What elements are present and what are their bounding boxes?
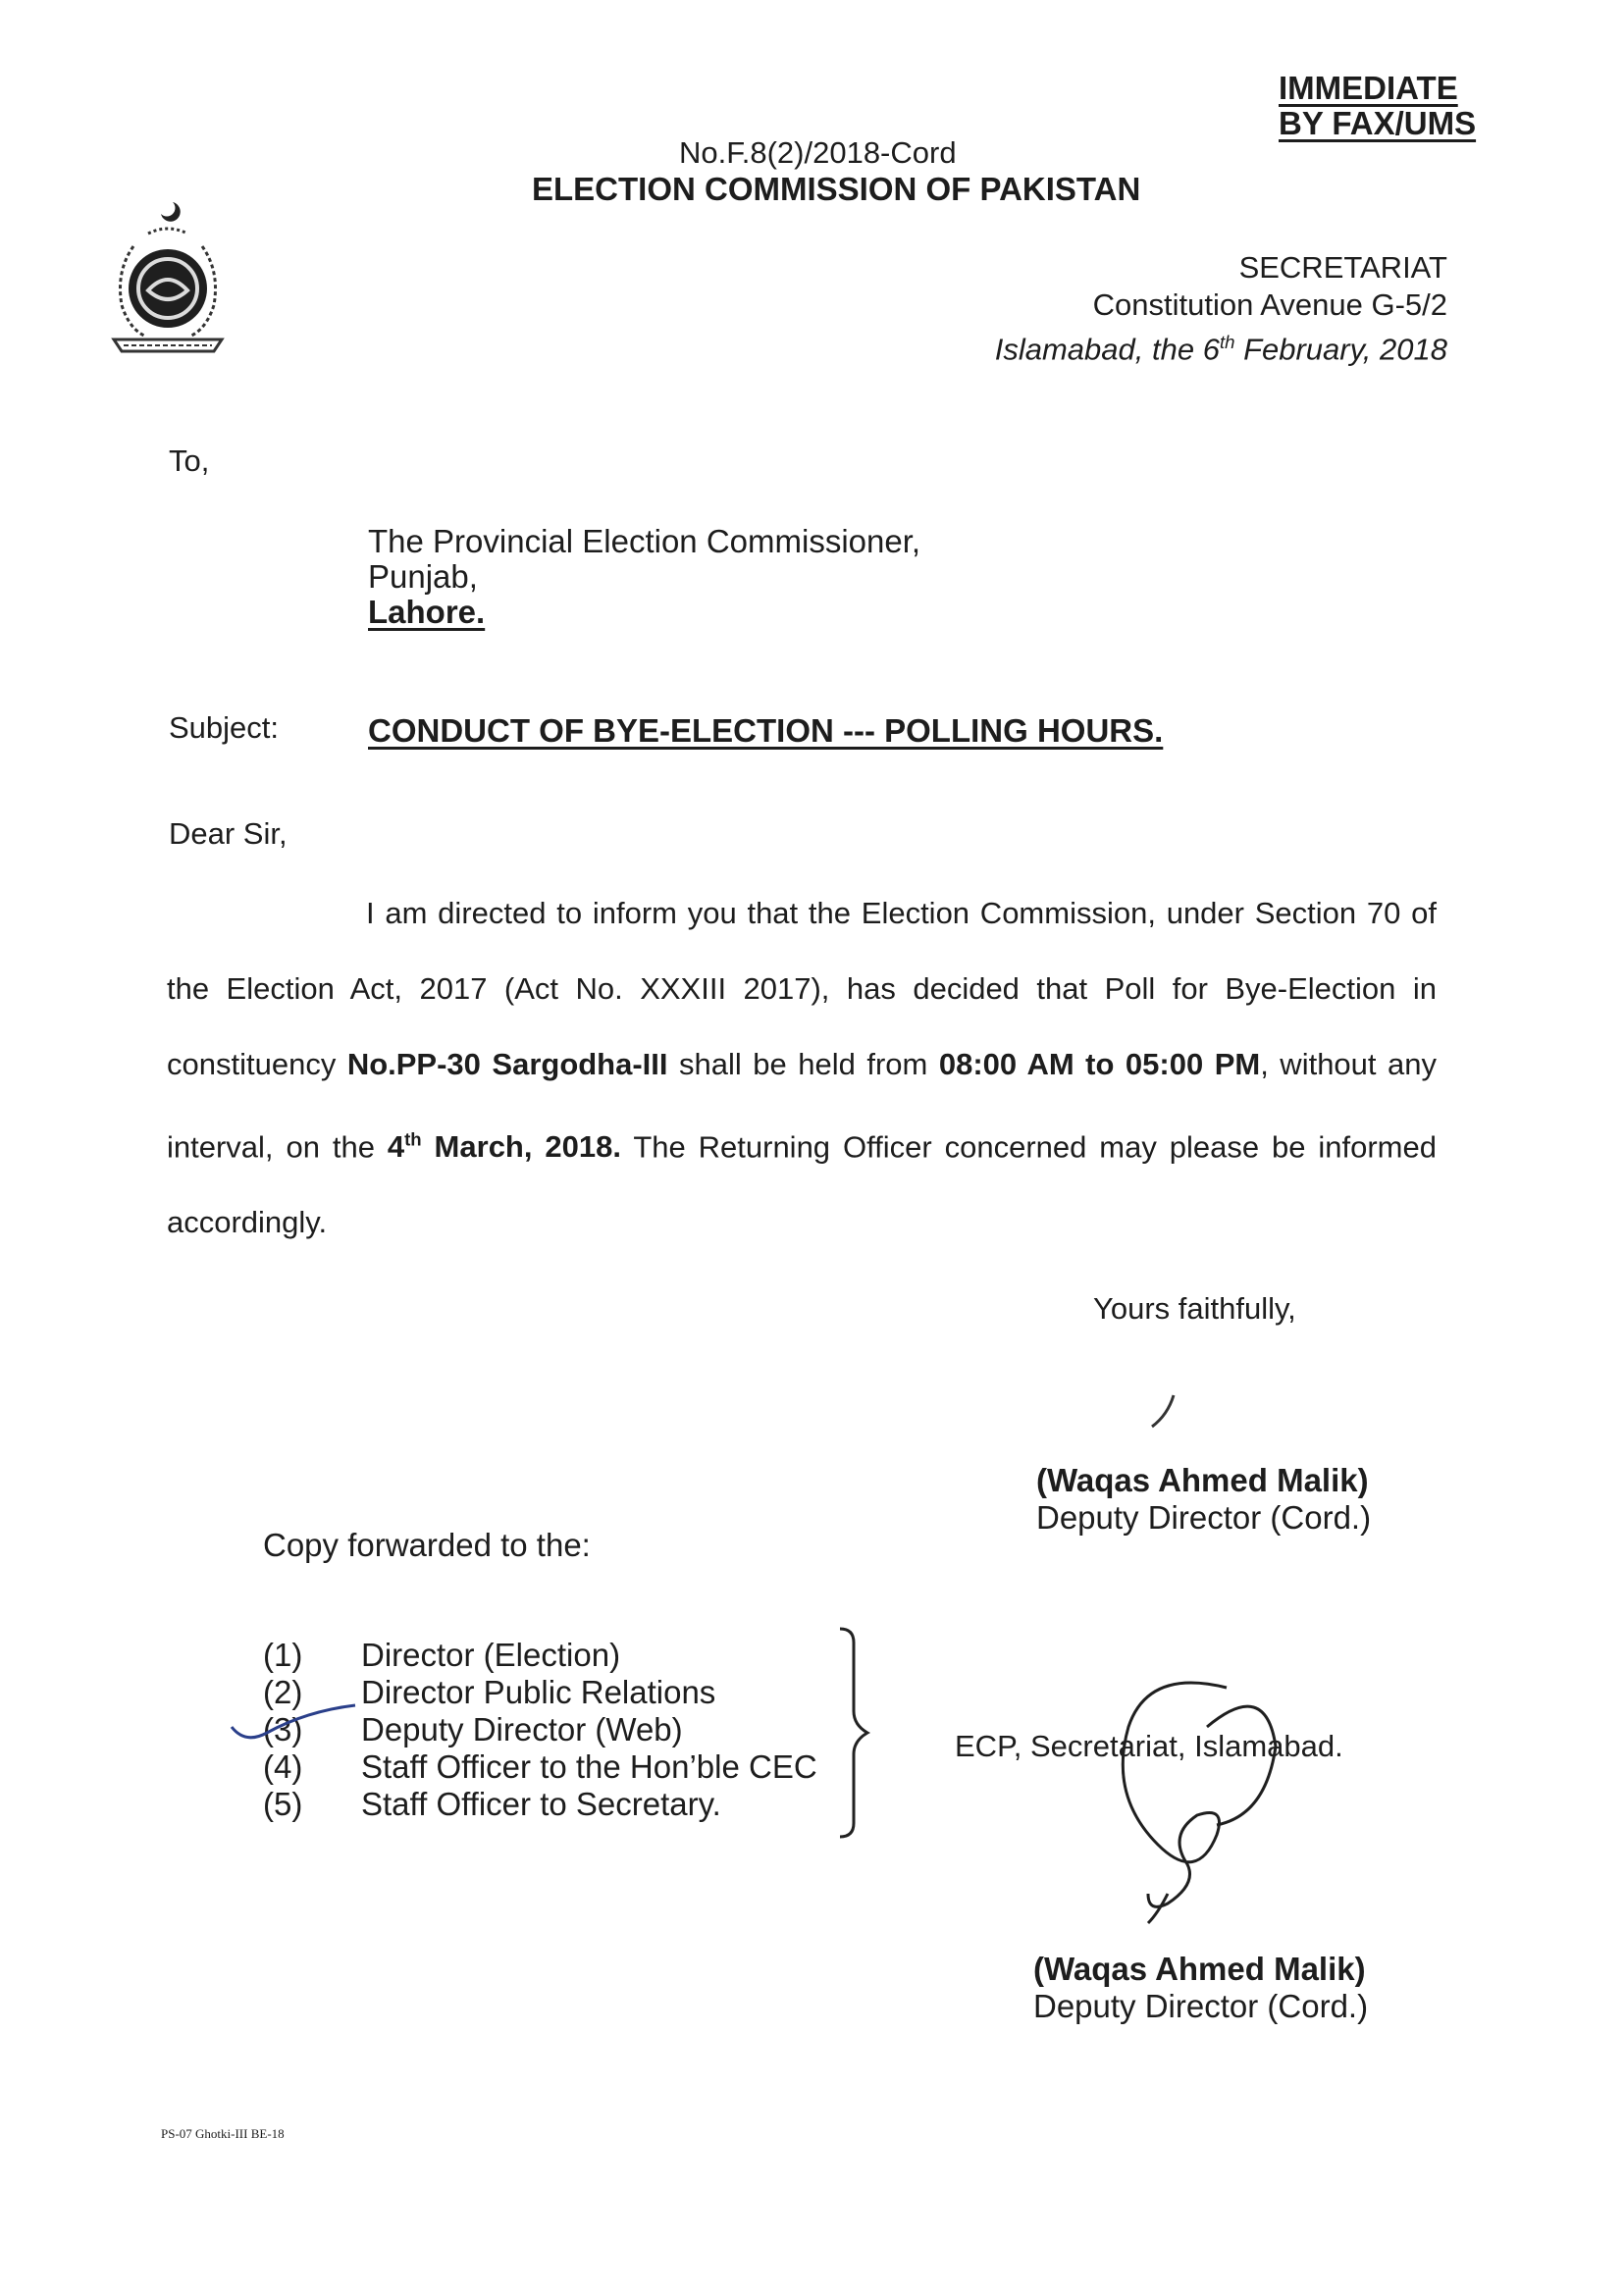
body-paragraph: I am directed to inform you that the Election Commission, under Section 70 of the Election Act, 2017 (Act No. XXXIII 2017), has decided that Poll for Bye-Election in constituency No.PP-30 Sargodha-III shall be held from 08:00 AM to 05:00 PM, without any interval, on the 4th March, 2018. The Returning Officer concerned may please be informed accordingly. [167, 896, 1438, 1240]
list-item: (5) Staff Officer to Secretary. [263, 1786, 721, 1822]
sender-address [995, 249, 1447, 368]
salutation: Dear Sir, [169, 816, 288, 851]
organization-name: ELECTION COMMISSION OF PAKISTAN [532, 171, 1141, 207]
signatory-block-1 [1036, 1462, 1371, 1537]
closing: Yours faithfully, [1093, 1291, 1296, 1326]
priority-stamp [1279, 71, 1476, 141]
signatory-1-name: (Waqas Ahmed Malik) [1036, 1462, 1369, 1498]
list-item: (1) Director (Election) [263, 1637, 621, 1673]
recipient-address [368, 524, 920, 630]
footer-reference: PS-07 Ghotki-III BE-18 [161, 2126, 285, 2141]
list-item: (4) Staff Officer to the Hon’ble CEC [263, 1748, 817, 1785]
list-item: (2) Director Public Relations [263, 1674, 716, 1710]
copy-forwarded-label: Copy forwarded to the: [263, 1527, 591, 1563]
signature-mark-1 [1146, 1393, 1185, 1433]
letter-body [167, 875, 1437, 1260]
subject-label: Subject: [169, 710, 280, 745]
signatory-2-designation: Deputy Director (Cord.) [1033, 1988, 1369, 2024]
signatory-2-name: (Waqas Ahmed Malik) [1033, 1951, 1366, 1987]
recipient-line-3: Lahore. [368, 594, 486, 630]
file-number: No.F.8(2)/2018-Cord [679, 135, 957, 170]
poll-date: 4th March, 2018. [387, 1129, 621, 1165]
recipient-line-2: Punjab, [368, 558, 478, 595]
signatory-block-2 [1033, 1951, 1368, 2025]
list-item: (3) Deputy Director (Web) [263, 1711, 683, 1747]
address-line-1: SECRETARIAT [1238, 250, 1447, 285]
tick-mark-icon [226, 1688, 363, 1747]
polling-hours: 08:00 AM to 05:00 PM [938, 1047, 1261, 1081]
letter-date: Islamabad, the 6th February, 2018 [994, 332, 1447, 367]
constituency: No.PP-30 Sargodha-III [346, 1047, 668, 1081]
ecp-location: ECP, Secretariat, Islamabad. [955, 1729, 1343, 1763]
ecp-emblem-logo [94, 192, 241, 369]
recipient-line-1: The Provincial Election Commissioner, [368, 523, 921, 559]
subject-text: CONDUCT OF BYE-ELECTION --- POLLING HOURS. [368, 712, 1164, 749]
to-label: To, [169, 443, 210, 478]
right-brace [836, 1625, 875, 1841]
signatory-1-designation: Deputy Director (Cord.) [1036, 1499, 1372, 1536]
priority-line-2: BY FAX/UMS [1279, 105, 1477, 141]
priority-line-1: IMMEDIATE [1279, 70, 1458, 106]
handwritten-signature [1089, 1668, 1305, 1953]
address-line-2: Constitution Avenue G-5/2 [1092, 287, 1447, 322]
